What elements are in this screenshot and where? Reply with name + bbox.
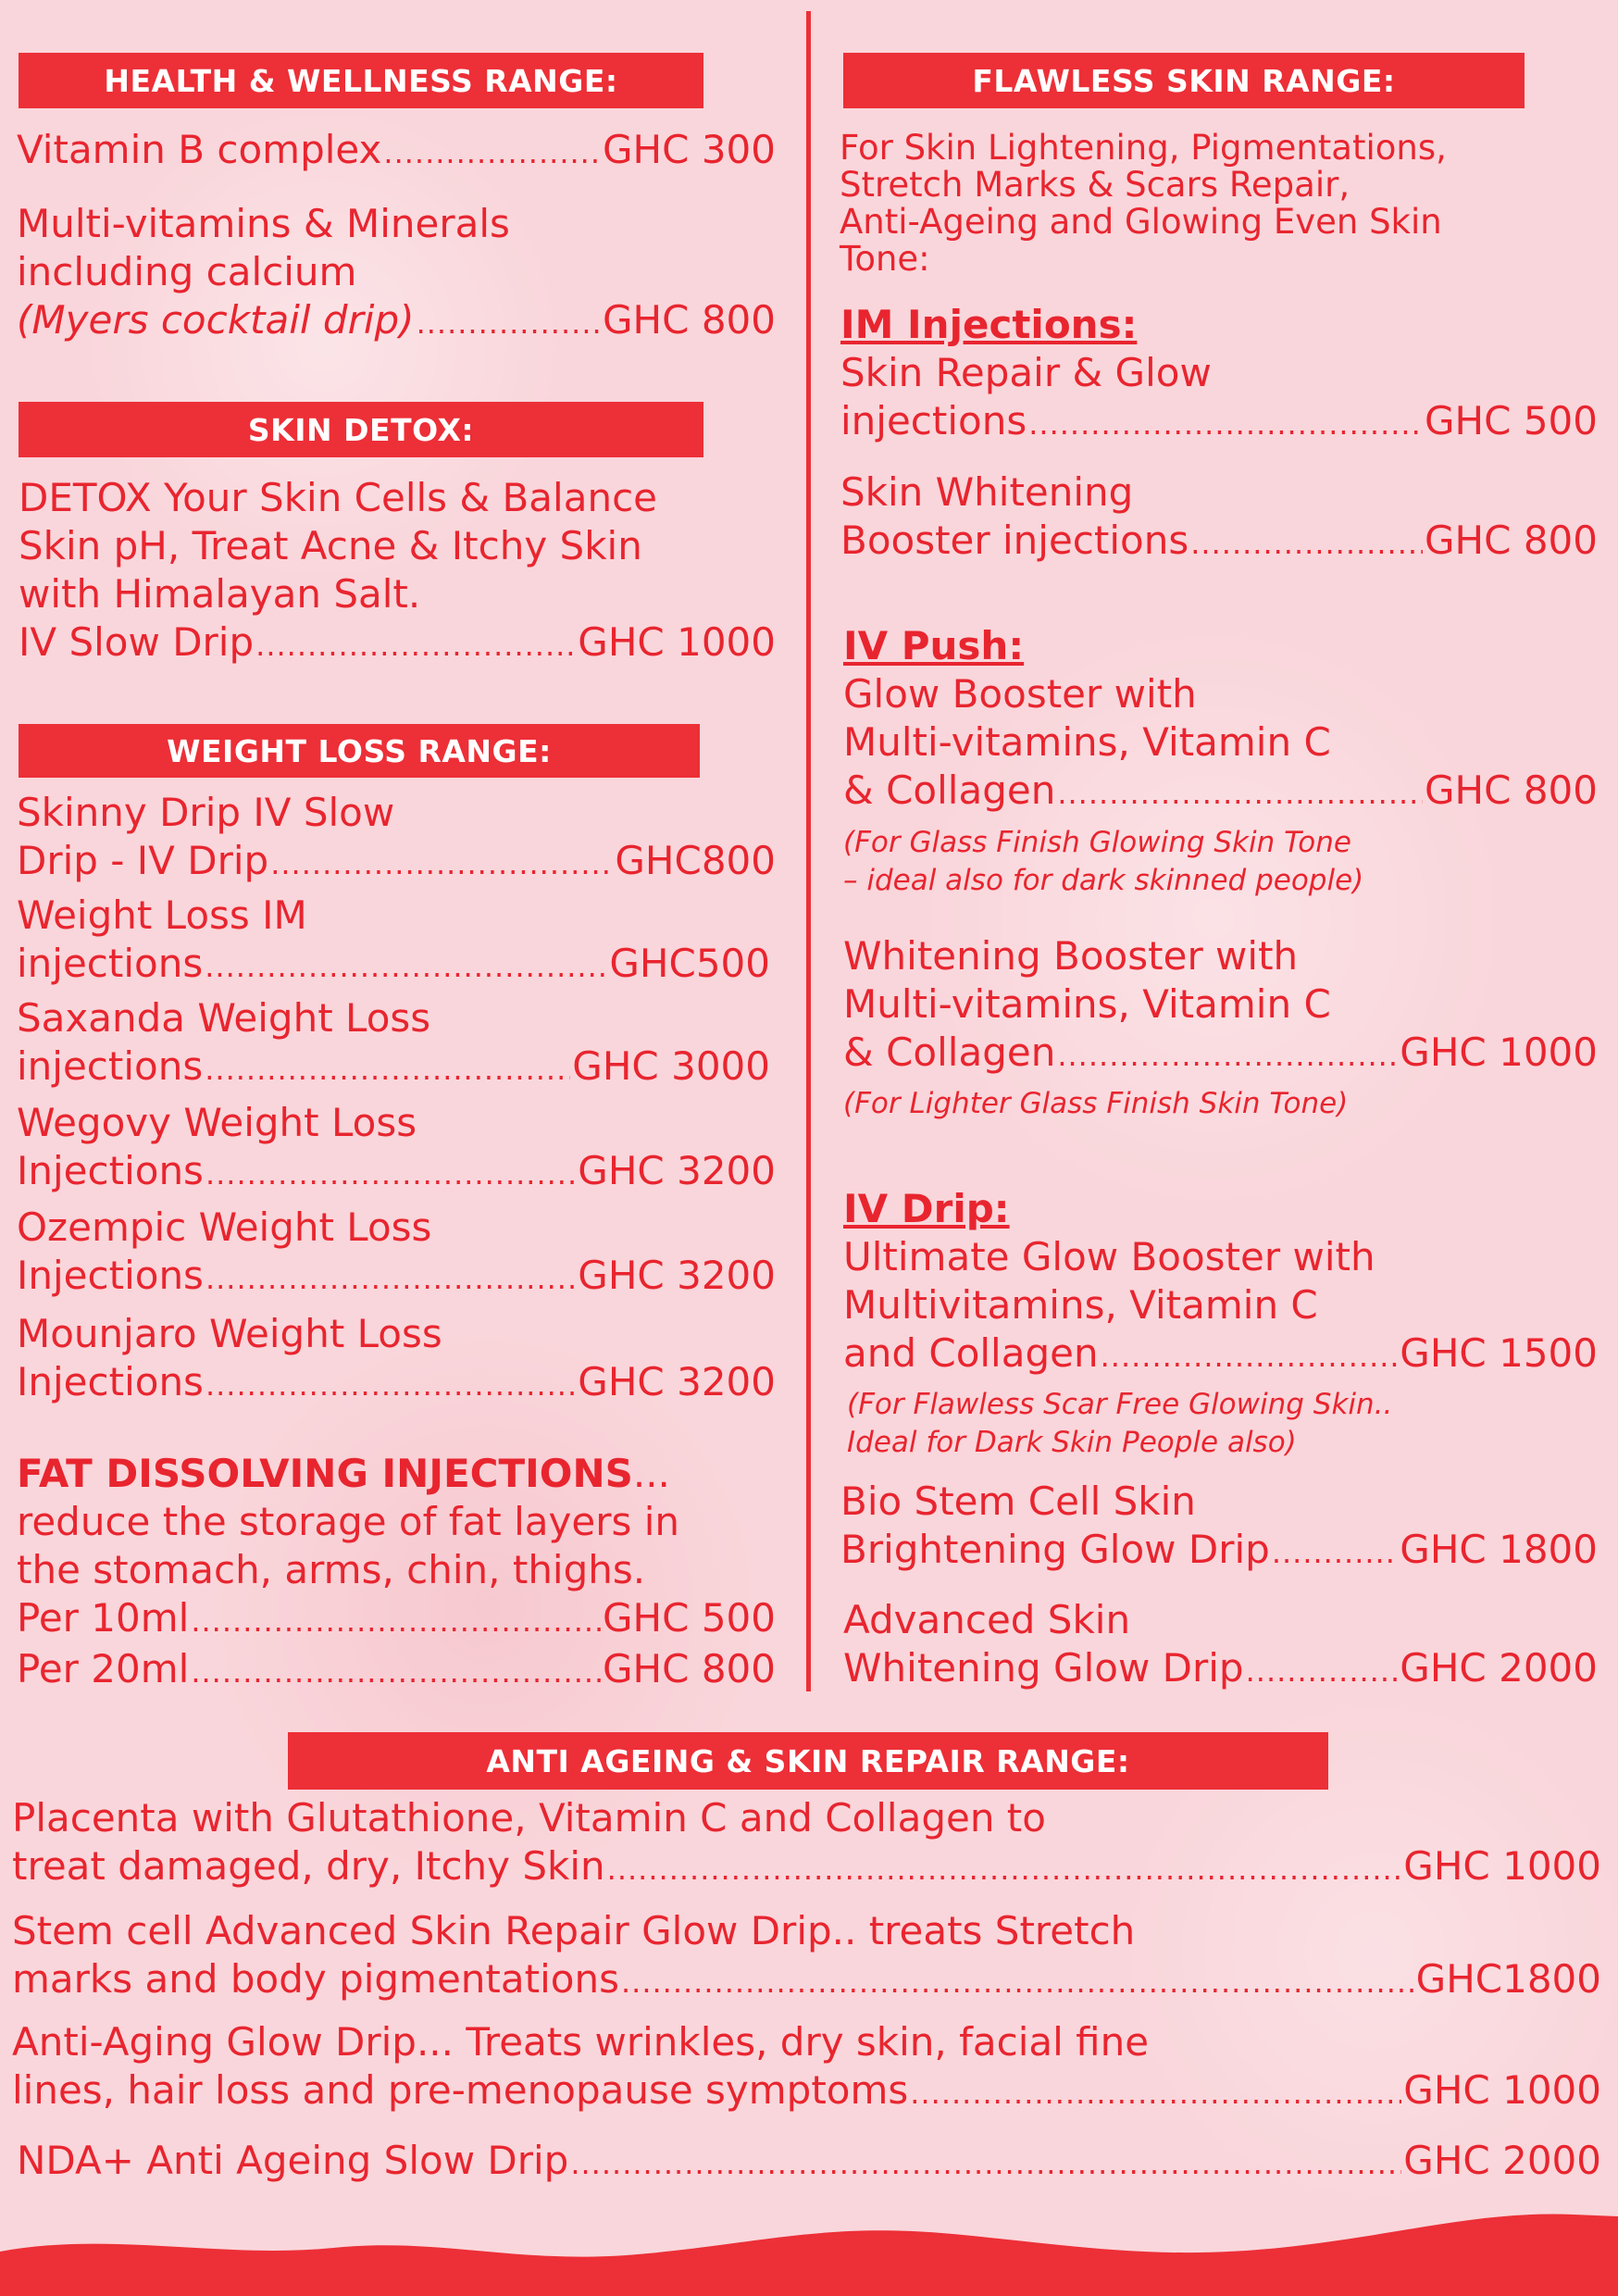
list-item <box>843 670 1598 817</box>
health-wellness-title: HEALTH & WELLNESS RANGE: <box>104 62 618 99</box>
dot-leader <box>1057 767 1423 817</box>
item-note <box>847 1386 1392 1462</box>
dot-leader <box>255 618 576 669</box>
health-wellness-banner <box>19 53 703 108</box>
fat-dissolving-block <box>17 1450 776 1696</box>
item-label: Per 20ml <box>17 1646 190 1691</box>
item-price: GHC 800 <box>1425 518 1598 563</box>
dot-leader <box>205 1042 570 1093</box>
item-label: IV Slow Drip <box>19 619 255 665</box>
item-line: reduce the storage of fat layers in <box>17 1499 679 1544</box>
item-line: Skin pH, Treat Acne & Itchy Skin <box>19 523 642 568</box>
item-note <box>843 1085 1348 1123</box>
dot-leader <box>383 126 601 177</box>
note-line: Ideal for Dark Skin People also) <box>847 1426 1297 1459</box>
item-price: GHC 1000 <box>1403 2067 1601 2113</box>
fat-dissolving-title: FAT DISSOLVING INJECTIONS <box>17 1451 633 1496</box>
item-line: Placenta with Glutathione, Vitamin C and Collagen to <box>12 1795 1046 1841</box>
dot-leader <box>621 1955 1414 2006</box>
dot-leader <box>191 1594 601 1645</box>
dot-leader <box>910 2066 1401 2117</box>
weight-loss-banner <box>19 724 700 778</box>
item-line: Skinny Drip IV Slow <box>17 790 395 835</box>
item-price: GHC 3200 <box>578 1148 776 1193</box>
skin-detox-banner <box>19 402 703 457</box>
item-label: marks and body pigmentations <box>12 1956 619 2002</box>
dot-leader <box>607 1842 1402 1893</box>
item-line: Anti-Aging Glow Drip... Treats wrinkles, dry skin, facial fine <box>12 2019 1150 2065</box>
dot-leader <box>570 2137 1401 2188</box>
bottom-wave-decoration <box>0 2194 1618 2296</box>
list-item <box>17 200 776 347</box>
item-line: Saxanda Weight Loss <box>17 995 431 1041</box>
list-item <box>17 789 776 888</box>
item-line: DETOX Your Skin Cells & Balance <box>19 475 658 520</box>
item-label: Whitening Glow Drip <box>843 1645 1244 1691</box>
item-price: GHC 500 <box>603 1595 776 1641</box>
item-label: Drip - IV Drip <box>17 838 269 883</box>
skin-detox-title: SKIN DETOX: <box>247 411 475 448</box>
item-label: Brightening Glow Drip <box>840 1527 1270 1572</box>
flawless-skin-banner <box>843 53 1525 108</box>
item-label: Booster injections <box>840 518 1189 563</box>
item-label: & Collagen <box>843 1029 1056 1075</box>
item-line: Multi-vitamins, Vitamin C <box>843 981 1331 1027</box>
item-line: Stem cell Advanced Skin Repair Glow Drip.. treats Stretch <box>12 1908 1136 1953</box>
dot-leader <box>417 296 601 347</box>
item-line: Multi-vitamins, Vitamin C <box>843 719 1331 765</box>
dot-leader <box>205 940 607 991</box>
dot-leader <box>1272 1526 1398 1577</box>
column-divider <box>806 11 811 1691</box>
intro-line: Stretch Marks & Scars Repair, <box>840 165 1350 205</box>
list-item <box>17 1645 776 1696</box>
item-label: & Collagen <box>843 767 1056 813</box>
item-line: Glow Booster with <box>843 671 1197 717</box>
list-item <box>12 1907 1601 2006</box>
item-line: Weight Loss IM <box>17 892 307 938</box>
item-price: GHC 300 <box>603 127 776 172</box>
flawless-skin-title: FLAWLESS SKIN RANGE: <box>972 62 1396 99</box>
dot-leader <box>205 1358 576 1409</box>
note-line: (For Glass Finish Glowing Skin Tone <box>843 826 1351 859</box>
item-line: Mounjaro Weight Loss <box>17 1311 442 1356</box>
item-line: Skin Whitening <box>840 469 1134 515</box>
item-price: GHC 3000 <box>572 1043 770 1089</box>
dot-leader <box>270 837 613 888</box>
item-line: Skin Repair & Glow <box>840 350 1212 395</box>
iv-drip-heading: IV Drip: <box>843 1186 1010 1231</box>
item-line: Ozempic Weight Loss <box>17 1204 432 1250</box>
item-line: Multi-vitamins & Minerals <box>17 201 510 246</box>
anti-ageing-title: ANTI AGEING & SKIN REPAIR RANGE: <box>486 1742 1130 1779</box>
item-label: injections <box>17 1043 204 1089</box>
list-item <box>17 126 776 177</box>
item-label: Per 10ml <box>17 1595 190 1641</box>
dot-leader <box>1190 517 1423 568</box>
item-label: Injections <box>17 1359 204 1404</box>
item-line: Ultimate Glow Booster with <box>843 1234 1375 1279</box>
dot-leader <box>1101 1329 1399 1380</box>
list-item <box>19 474 776 669</box>
item-price: GHC1800 <box>1415 1956 1601 2002</box>
dot-leader <box>1246 1644 1399 1695</box>
item-label: injections <box>17 941 204 986</box>
item-line: Advanced Skin <box>843 1597 1131 1642</box>
list-item <box>17 1310 776 1409</box>
item-line: with Himalayan Salt. <box>19 571 421 617</box>
list-item <box>840 468 1598 568</box>
list-item <box>17 994 770 1093</box>
item-label: Vitamin B complex <box>17 127 382 172</box>
list-item <box>840 1478 1598 1577</box>
weight-loss-title: WEIGHT LOSS RANGE: <box>167 732 552 769</box>
intro-line: Anti-Ageing and Glowing Even Skin <box>840 202 1442 242</box>
item-line: Bio Stem Cell Skin <box>840 1479 1196 1524</box>
note-line: (For Lighter Glass Finish Skin Tone) <box>843 1087 1349 1120</box>
item-price: GHC 800 <box>603 297 776 343</box>
item-label: treat damaged, dry, Itchy Skin <box>12 1843 605 1889</box>
dot-leader <box>191 1645 601 1696</box>
list-item <box>17 1204 776 1303</box>
item-price: GHC 1800 <box>1400 1527 1598 1572</box>
dot-leader <box>205 1252 576 1303</box>
list-item <box>843 1596 1598 1695</box>
list-item <box>17 1099 776 1198</box>
list-item <box>843 1233 1598 1380</box>
item-price: GHC 3200 <box>578 1359 776 1404</box>
item-price: GHC 2000 <box>1400 1645 1598 1691</box>
item-price: GHC 800 <box>1425 767 1598 813</box>
item-price: GHC 3200 <box>578 1253 776 1298</box>
item-label: injections <box>840 398 1027 443</box>
note-line: (For Flawless Scar Free Glowing Skin.. <box>847 1388 1393 1421</box>
item-label: Injections <box>17 1148 204 1193</box>
list-item <box>12 1794 1601 1893</box>
flawless-intro <box>840 130 1543 278</box>
item-line: including calcium <box>17 249 357 294</box>
item-label: Injections <box>17 1253 204 1298</box>
item-price: GHC 800 <box>603 1646 776 1691</box>
list-item <box>17 892 770 991</box>
dot-leader <box>205 1147 576 1198</box>
item-price: GHC 1000 <box>578 619 776 665</box>
item-line: Multivitamins, Vitamin C <box>843 1282 1318 1328</box>
item-line: Wegovy Weight Loss <box>17 1100 417 1145</box>
iv-push-heading: IV Push: <box>843 623 1025 668</box>
item-line: Whitening Booster with <box>843 933 1299 979</box>
intro-line: Tone: <box>840 239 930 279</box>
dot-leader <box>1028 397 1423 448</box>
item-price: GHC 500 <box>1425 398 1598 443</box>
fat-dissolving-ellipsis: ... <box>632 1451 670 1496</box>
dot-leader <box>1057 1029 1398 1079</box>
list-item <box>12 2018 1601 2117</box>
item-price: GHC500 <box>609 941 770 986</box>
item-label: NDA+ Anti Ageing Slow Drip <box>17 2138 569 2183</box>
list-item <box>17 2137 1601 2188</box>
item-price: GHC 1500 <box>1400 1330 1598 1376</box>
list-item <box>840 349 1598 448</box>
item-price: GHC 2000 <box>1403 2138 1601 2183</box>
im-injections-heading: IM Injections: <box>840 302 1138 347</box>
anti-ageing-banner <box>288 1732 1328 1790</box>
item-price: GHC800 <box>615 838 776 883</box>
item-note <box>843 824 1363 900</box>
list-item <box>843 932 1598 1079</box>
item-label: (Myers cocktail drip) <box>17 297 415 343</box>
item-price: GHC 1000 <box>1403 1843 1601 1889</box>
intro-line: For Skin Lightening, Pigmentations, <box>840 128 1447 168</box>
item-label: and Collagen <box>843 1330 1099 1376</box>
list-item <box>17 1594 776 1645</box>
note-line: – ideal also for dark skinned people) <box>843 864 1364 897</box>
item-line: the stomach, arms, chin, thighs. <box>17 1547 646 1592</box>
item-price: GHC 1000 <box>1400 1029 1598 1075</box>
item-label: lines, hair loss and pre-menopause symptoms <box>12 2067 909 2113</box>
